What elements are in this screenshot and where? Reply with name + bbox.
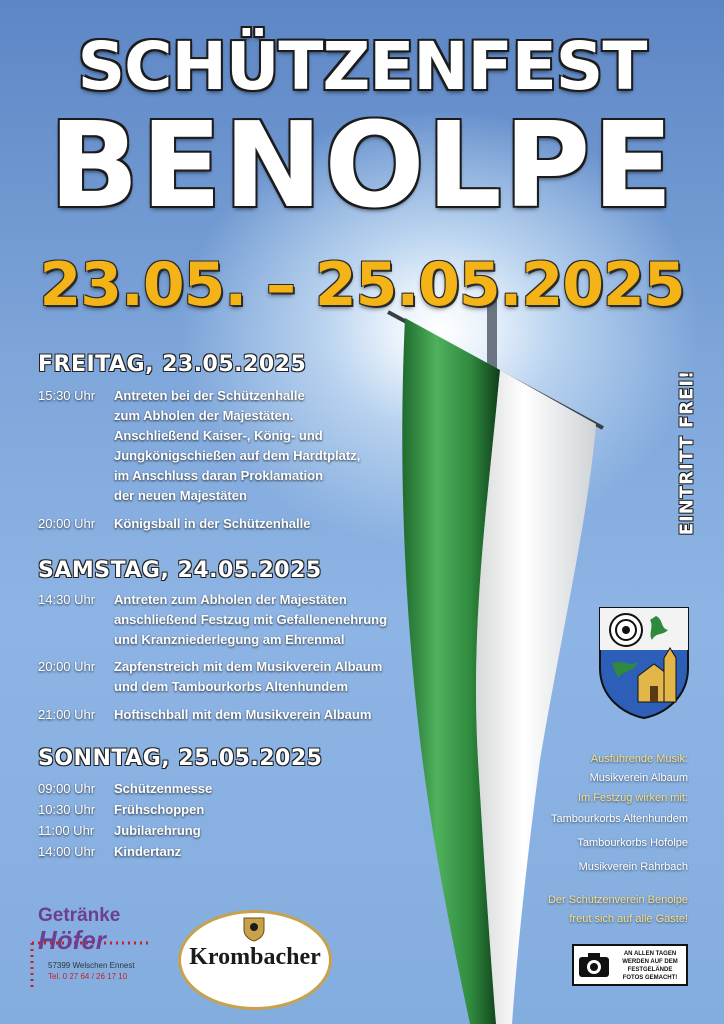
free-entry-label [672, 352, 702, 557]
event-time: 11:00 Uhr [38, 823, 95, 838]
event-time: 09:00 Uhr [38, 781, 96, 796]
event-time: 20:00 Uhr [38, 516, 96, 531]
krombacher-logo [178, 910, 330, 1010]
event-time: 14:30 Uhr [38, 592, 96, 607]
event-description: Jubilarehrung [114, 823, 201, 838]
event-description: Frühschoppen [114, 802, 205, 817]
event-time: 15:30 Uhr [38, 388, 96, 403]
music-label: Im Festzug wirken mit: [577, 792, 688, 804]
music-band: Tambourkorbs Altenhundem [551, 813, 688, 825]
day-heading-saturday: SAMSTAG, 24.05.2025 [38, 558, 322, 583]
event-time: 21:00 Uhr [38, 707, 96, 722]
event-description: Hoftischball mit dem Musikverein Albaum [114, 707, 372, 722]
greeting-line: Der Schützenverein Benolpe [547, 894, 688, 906]
getraenke-hoefer-logo [30, 905, 170, 993]
event-description: Antreten bei der Schützenhalle zum Abholen der Majestäten. Anschließend Kaiser-, König- und Jungkönigschießen auf dem Hardtplatz, im Anschluss daran Proklamation der neuen Majestäten [114, 388, 361, 503]
event-time: 14:00 Uhr [38, 844, 96, 859]
hoefer-phone: Tel. 0 27 64 / 26 17 10 [48, 972, 128, 981]
day-heading-sunday: SONNTAG, 25.05.2025 [38, 746, 323, 771]
title-line-2: BENOLPE [49, 96, 675, 234]
event-description: Antreten zum Abholen der Majestäten anschließend Festzug mit Gefallenenehrung und Kranzniederlegung am Ehrenmal [114, 592, 388, 647]
music-band: Musikverein Rahrbach [578, 861, 688, 873]
music-label: Ausführende Musik: [590, 753, 688, 765]
day-heading-friday: FREITAG, 23.05.2025 [38, 352, 307, 377]
photo-notice [572, 944, 688, 986]
event-time: 10:30 Uhr [38, 802, 96, 817]
greeting-line: freut sich auf alle Gäste! [569, 913, 688, 925]
hoefer-address: 57399 Welschen Ennest [48, 961, 135, 970]
getraenke-text: Getränke [38, 905, 121, 926]
coat-of-arms-icon [598, 606, 690, 720]
event-description: Königsball in der Schützenhalle [114, 516, 311, 531]
music-band: Musikverein Albaum [589, 772, 688, 784]
hoefer-text: Höfer [38, 925, 106, 955]
festival-dates: 23.05. – 25.05.2025 [39, 250, 685, 320]
free-entry-text: EINTRITT FREI! [676, 369, 698, 536]
krombacher-text: Krombacher [189, 944, 321, 970]
photo-notice-text: AN ALLEN TAGEN WERDEN AUF DEM FESTGELÄNDE FOTOS GEMACHT! [622, 951, 678, 981]
krombacher-crest-icon [242, 916, 266, 942]
event-description: Zapfenstreich mit dem Musikverein Albaum und dem Tambourkorbs Altenhundem [114, 659, 383, 694]
event-time: 20:00 Uhr [38, 659, 96, 674]
event-description: Schützenmesse [114, 781, 213, 796]
camera-icon [578, 952, 610, 978]
music-band: Tambourkorbs Hofolpe [577, 837, 688, 849]
title-line-1: SCHÜTZENFEST [77, 28, 647, 105]
event-description: Kindertanz [114, 844, 182, 859]
